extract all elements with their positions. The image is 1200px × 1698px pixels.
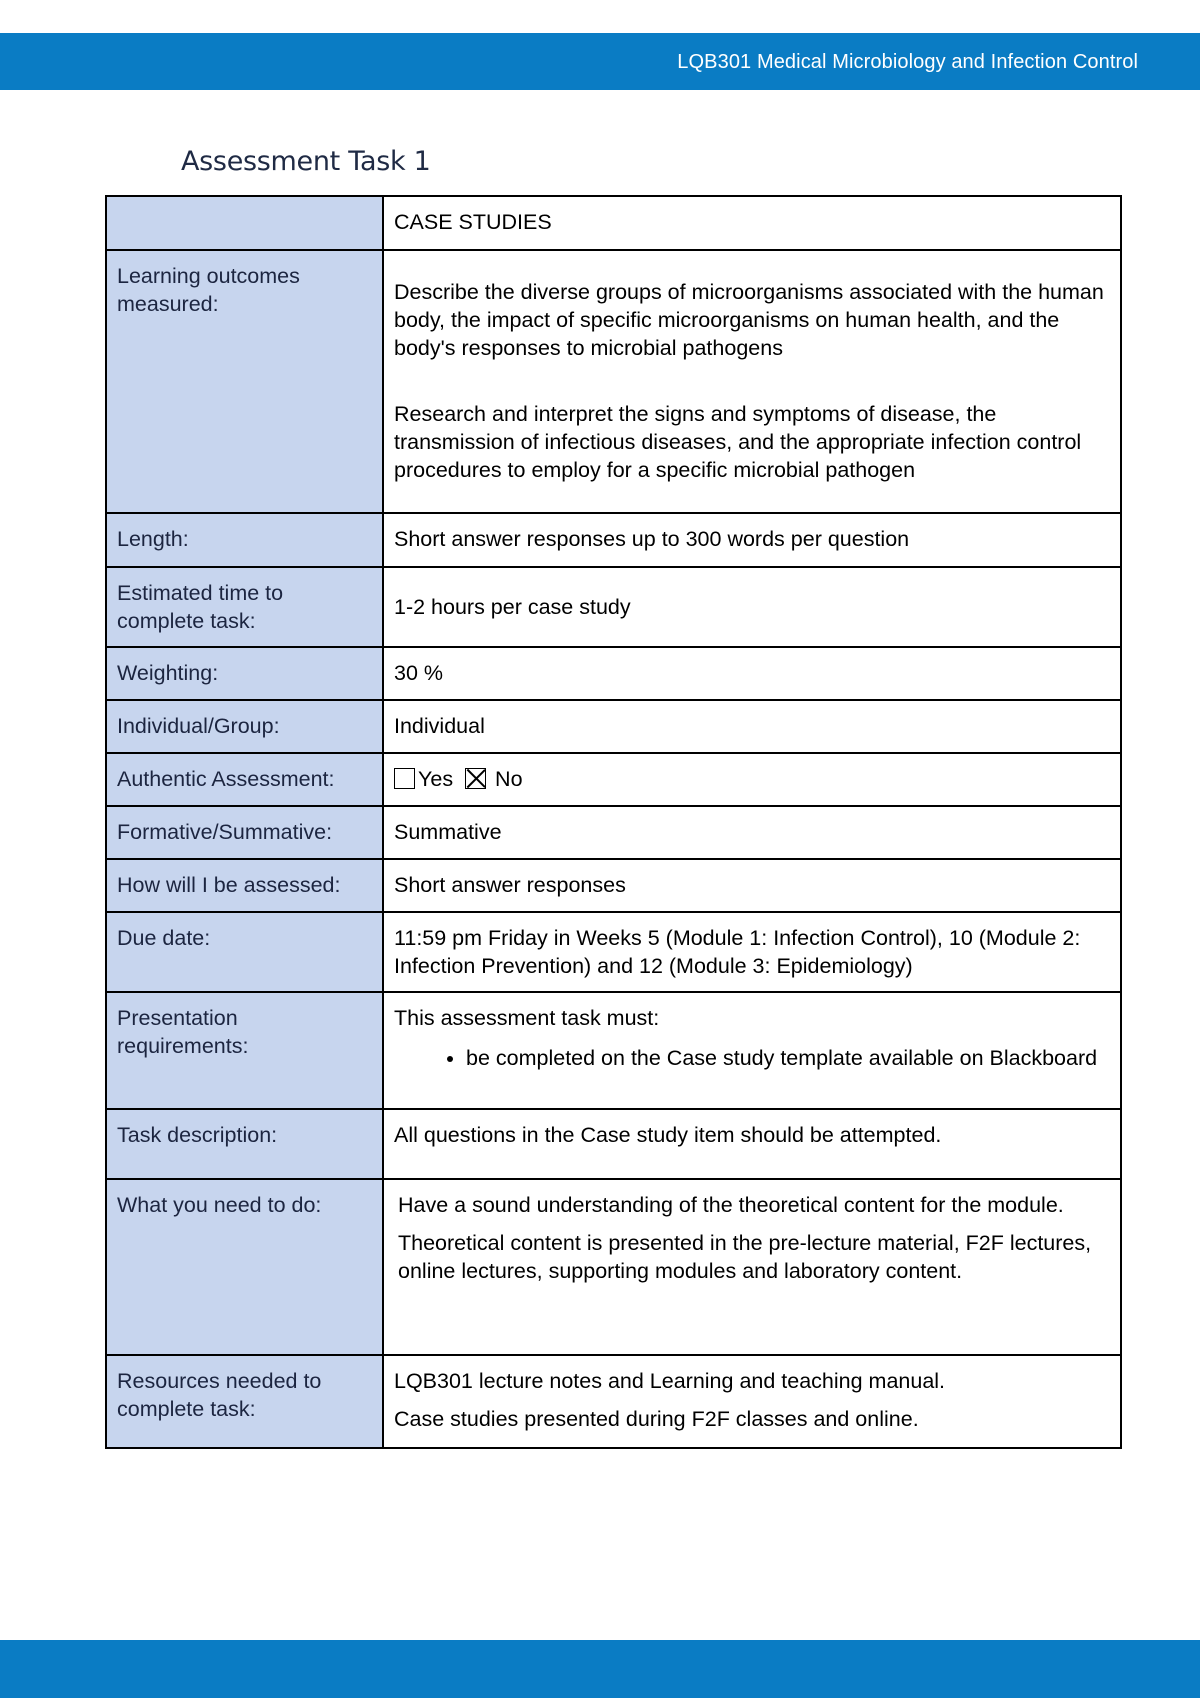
presentation-value	[383, 992, 1121, 1109]
task-description-value: All questions in the Case study item should be attempted.	[383, 1109, 1121, 1179]
learning-outcome-2: Research and interpret the signs and symptoms of disease, the transmission of infectious diseases, and the appropriate infection control procedures to employ for a specific microbial pathogen	[394, 402, 1082, 482]
table-row	[106, 250, 1121, 513]
task-description-label: Task description:	[106, 1109, 383, 1179]
table-row	[106, 647, 1121, 700]
yes-label: Yes	[418, 767, 454, 791]
page-title: Assessment Task 1	[181, 146, 431, 177]
what-to-do-paragraph: Have a sound understanding of the theoretical content for the module.	[398, 1193, 1064, 1217]
length-value: Short answer responses up to 300 words per question	[383, 513, 1121, 567]
learning-outcomes-value	[383, 250, 1121, 513]
weighting-label: Weighting:	[106, 647, 383, 700]
table-row	[106, 196, 1121, 250]
how-assessed-label: How will I be assessed:	[106, 859, 383, 912]
authentic-assessment-value	[383, 753, 1121, 806]
table-row	[106, 1179, 1121, 1355]
formative-summative-value: Summative	[383, 806, 1121, 859]
table-row	[106, 912, 1121, 992]
list-item: • be completed on the Case study template available on Blackboard	[466, 1044, 1110, 1072]
no-checkbox-checked[interactable]	[465, 768, 486, 789]
table-row	[106, 567, 1121, 647]
presentation-list	[394, 1044, 1110, 1072]
no-label: No	[495, 767, 523, 791]
table-row	[106, 992, 1121, 1109]
due-date-label: Due date:	[106, 912, 383, 992]
assessment-table	[105, 195, 1122, 1449]
formative-summative-label: Formative/Summative:	[106, 806, 383, 859]
assessment-type: CASE STUDIES	[383, 196, 1121, 250]
empty-label-cell	[106, 196, 383, 250]
table-row	[106, 513, 1121, 567]
authentic-assessment-label: Authentic Assessment:	[106, 753, 383, 806]
learning-outcomes-label: Learning outcomes measured:	[106, 250, 383, 513]
table-row	[106, 753, 1121, 806]
table-row	[106, 806, 1121, 859]
table-row	[106, 859, 1121, 912]
resources-paragraph: Case studies presented during F2F classes and online.	[394, 1407, 919, 1431]
length-label: Length:	[106, 513, 383, 567]
individual-group-value: Individual	[383, 700, 1121, 753]
resources-value	[383, 1355, 1121, 1448]
individual-group-label: Individual/Group:	[106, 700, 383, 753]
learning-outcome-1: Describe the diverse groups of microorganisms associated with the human body, the impact of specific microorganisms on human health, and the body's responses to microbial pathogens	[394, 280, 1104, 360]
due-date-value: 11:59 pm Friday in Weeks 5 (Module 1: Infection Control), 10 (Module 2: Infection Prevention) and 12 (Module 3: Epidemiology)	[383, 912, 1121, 992]
table-row	[106, 700, 1121, 753]
table-row	[106, 1109, 1121, 1179]
course-title: LQB301 Medical Microbiology and Infection Control	[677, 51, 1138, 73]
weighting-value: 30 %	[383, 647, 1121, 700]
presentation-label: Presentation requirements:	[106, 992, 383, 1109]
what-to-do-label: What you need to do:	[106, 1179, 383, 1355]
presentation-intro: This assessment task must:	[394, 1006, 660, 1030]
what-to-do-value	[383, 1179, 1121, 1355]
resources-label: Resources needed to complete task:	[106, 1355, 383, 1448]
table-row	[106, 1355, 1121, 1448]
estimated-time-value: 1-2 hours per case study	[383, 567, 1121, 647]
yes-checkbox[interactable]	[394, 768, 415, 789]
how-assessed-value: Short answer responses	[383, 859, 1121, 912]
footer-band	[0, 1640, 1200, 1698]
estimated-time-label: Estimated time to complete task:	[106, 567, 383, 647]
resources-paragraph: LQB301 lecture notes and Learning and teaching manual.	[394, 1369, 946, 1393]
what-to-do-paragraph: Theoretical content is presented in the pre-lecture material, F2F lectures, online lectures, supporting modules and laboratory content.	[398, 1231, 1092, 1283]
